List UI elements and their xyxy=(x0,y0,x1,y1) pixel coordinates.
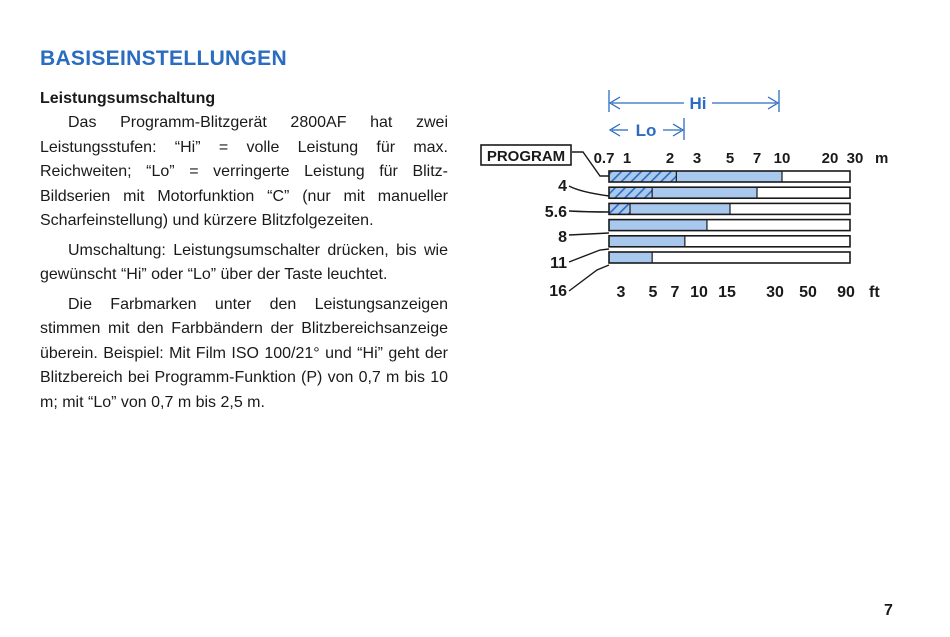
feet-tick-label: 50 xyxy=(799,284,817,301)
connector-aperture-8 xyxy=(569,233,609,235)
feet-tick-label: 3 xyxy=(616,284,626,301)
meter-tick-label: 30 xyxy=(846,150,864,167)
meter-unit-label: m xyxy=(875,150,889,167)
aperture-label: 8 xyxy=(558,229,567,246)
range-indicators xyxy=(609,90,779,140)
connector-lines xyxy=(569,152,609,291)
aperture-labels xyxy=(545,178,567,300)
feet-scale xyxy=(617,284,881,301)
meter-scale xyxy=(594,150,889,167)
paragraph-intro: Das Programm-Blitzgerät 2800AF hat zwei Leistungsstufen: “Hi” = volle Leistung für max. Reichweiten; “Lo” = verringerte Leistung für Blitz-Bildserien mit Motorfunktion “C” (nur mit manueller Scharfeinstellung) und kürzere Blitzfolgezeiten. xyxy=(40,114,448,229)
flash-range-diagram xyxy=(475,85,905,310)
connector-aperture-4 xyxy=(569,186,609,196)
range-bar-hatched xyxy=(609,171,676,182)
meter-tick-label: 3 xyxy=(692,150,702,167)
meter-tick-label: 20 xyxy=(821,150,839,167)
page-title: BASISEINSTELLUNGEN xyxy=(40,47,287,70)
meter-tick-label: 1 xyxy=(622,150,632,167)
meter-tick-label: 2 xyxy=(665,150,675,167)
aperture-label: 16 xyxy=(549,283,567,300)
meter-tick-label: 7 xyxy=(752,150,762,167)
program-label: PROGRAM xyxy=(486,148,566,165)
meter-tick-label: 5 xyxy=(725,150,735,167)
feet-tick-label: 10 xyxy=(690,284,708,301)
feet-tick-label: 5 xyxy=(648,284,658,301)
feet-unit-label: ft xyxy=(869,284,880,301)
aperture-label: 4 xyxy=(558,178,567,195)
hi-label: Hi xyxy=(689,94,707,113)
feet-tick-label: 30 xyxy=(766,284,784,301)
aperture-label: 5.6 xyxy=(544,204,567,221)
range-bar-fill xyxy=(609,236,685,247)
paragraph-switching: Umschaltung: Leistungsumschalter drücken, bis wie gewünscht “Hi” oder “Lo” über der Taste leuchtet. xyxy=(40,241,448,283)
body-text xyxy=(40,111,448,420)
range-bar-fill xyxy=(609,252,652,263)
connector-aperture-5-6 xyxy=(569,211,609,212)
connector-aperture-16 xyxy=(569,265,609,291)
lo-label: Lo xyxy=(635,121,657,140)
program-badge xyxy=(481,145,571,165)
meter-tick-label: 10 xyxy=(773,150,791,167)
feet-tick-label: 90 xyxy=(837,284,855,301)
range-bar-fill xyxy=(609,220,707,231)
meter-tick-label: 0.7 xyxy=(593,150,615,167)
paragraph-example: Die Farbmarken unter den Leistungsanzeigen stimmen mit den Farbbändern der Blitzbereichsanzeige überein. Beispiel: Mit Film ISO 100/21° und “Hi” geht der Blitzbereich bei Programm-Funktion (P) von 0,7 m bis 10 m; mit “Lo” von 0,7 m bis 2,5 m. xyxy=(40,295,448,411)
range-bar-hatched xyxy=(609,203,630,214)
connector-aperture-11 xyxy=(569,249,609,262)
page-number: 7 xyxy=(884,602,893,619)
flash-range-bars xyxy=(609,171,850,263)
feet-tick-label: 7 xyxy=(670,284,680,301)
range-bar-hatched xyxy=(609,187,652,198)
aperture-label: 11 xyxy=(550,255,567,272)
section-subtitle: Leistungsumschaltung xyxy=(40,90,216,107)
feet-tick-label: 15 xyxy=(718,284,736,301)
